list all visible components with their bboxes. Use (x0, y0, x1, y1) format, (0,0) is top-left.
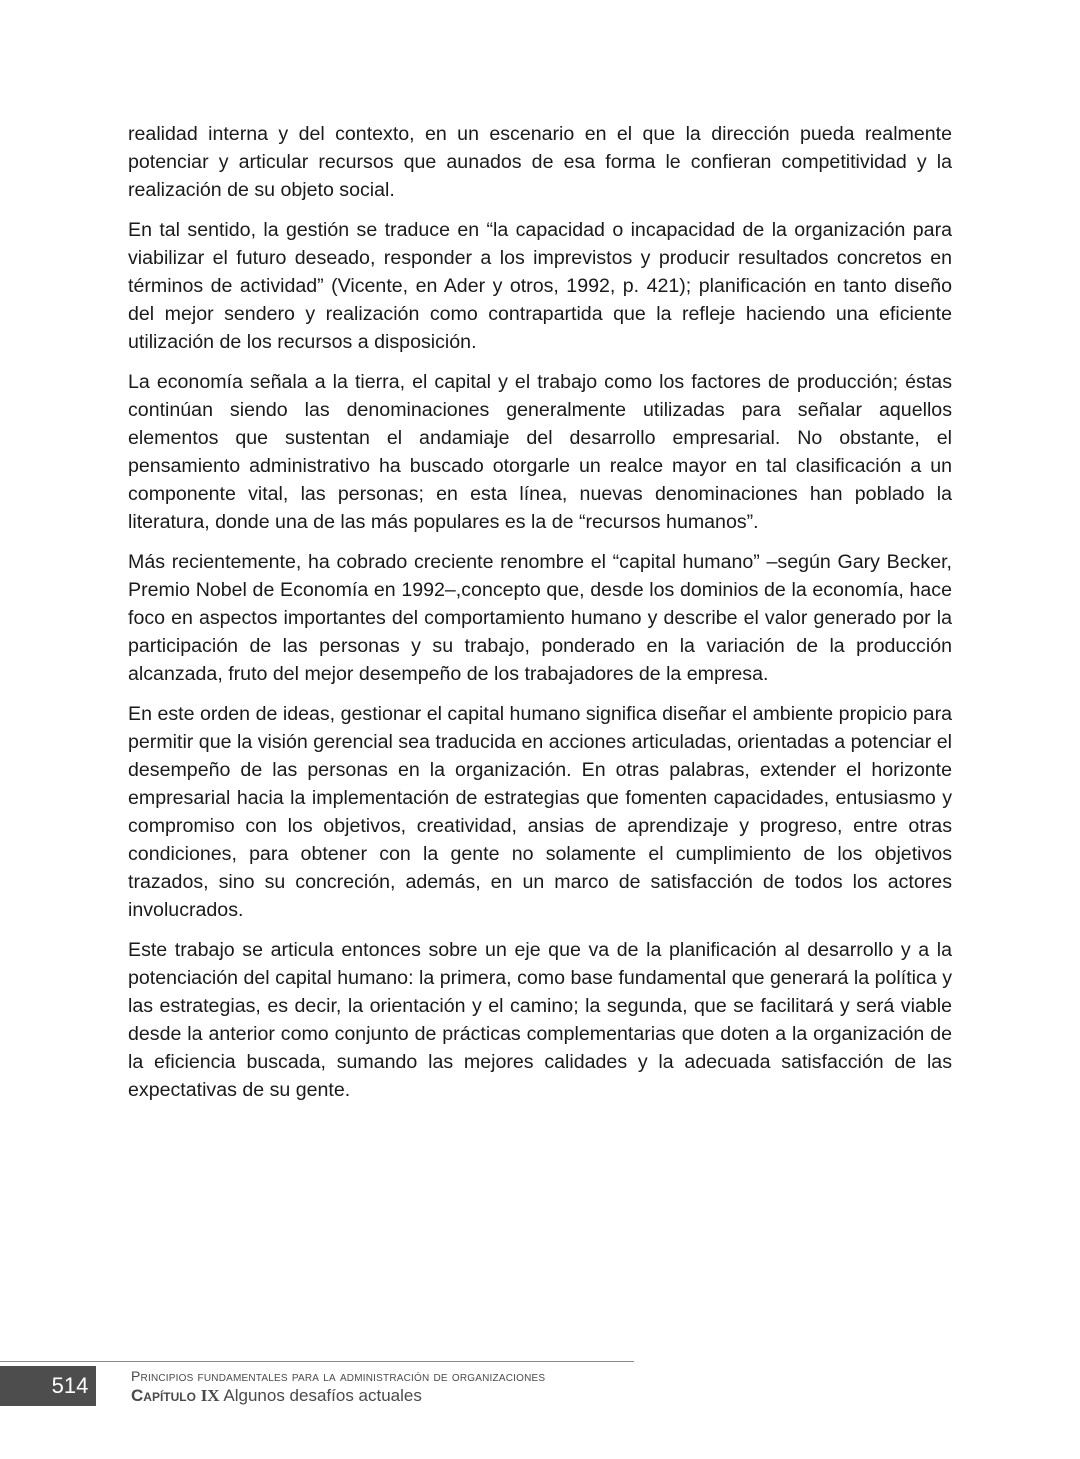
book-title: Principios fundamentales para la administración de organizaciones (131, 1368, 546, 1384)
paragraph-1: realidad interna y del contexto, en un escenario en el que la dirección pueda realmente potenciar y articular recursos que aunados de esa forma le confieran competitividad y la realización de su objeto social. (128, 123, 952, 201)
paragraph-2: En tal sentido, la gestión se traduce en “la capacidad o incapacidad de la organización para viabilizar el futuro deseado, responder a los imprevistos y producir resultados concretos en términos de actividad” (Vicente, en Ader y otros, 1992, p. 421); planificación en tanto diseño del mejor sendero y realización como contrapartida que la refleje haciendo una eficiente utilización de los recursos a disposición. (128, 219, 952, 353)
paragraph-4: Más recientemente, ha cobrado creciente renombre el “capital humano” –según Gary Becker, Premio Nobel de Economía en 1992–,concepto que, desde los dominios de la economía, hace foco en aspectos importantes del comportamiento humano y describe el valor generado por la participación de las personas y su trabajo, ponderado en la variación de la producción alcanzada, fruto del mejor desempeño de los trabajadores de la empresa. (128, 551, 952, 685)
page-number: 514 (51, 1373, 89, 1398)
paragraph-3: La economía señala a la tierra, el capital y el trabajo como los factores de producción; éstas continúan siendo las denominaciones generalmente utilizadas para señalar aquellos elementos que sustentan el andamiaje del desarrollo empresarial. No obstante, el pensamiento administrativo ha buscado otorgarle un realce mayor en tal clasificación a un componente vital, las personas; en esta línea, nuevas denominaciones han poblado la literatura, donde una de las más populares es la de “recursos humanos”. (128, 371, 952, 533)
footer-divider (0, 1361, 634, 1362)
chapter-number: IX (200, 1386, 220, 1405)
chapter-line (131, 1385, 545, 1407)
paragraph-5: En este orden de ideas, gestionar el capital humano significa diseñar el ambiente propicio para permitir que la visión gerencial sea traducida en acciones articuladas, orientadas a potenciar el desempeño de las personas en la organización. En otras palabras, extender el horizonte empresarial hacia la implementación de estrategias que fomenten capacidades, entusiasmo y compromiso con los objetivos, creatividad, ansias de aprendizaje y progreso, entre otras condiciones, para obtener con la gente no solamente el cumplimiento de los objetivos trazados, sino su concreción, además, en un marco de satisfacción de todos los actores involucrados. (128, 703, 952, 921)
page-number-badge (0, 1366, 96, 1406)
running-footer (131, 1367, 545, 1407)
page-body (128, 120, 952, 1116)
chapter-label: Capítulo (131, 1386, 196, 1405)
paragraph-6: Este trabajo se articula entonces sobre un eje que va de la planificación al desarrollo y a la potenciación del capital humano: la primera, como base fundamental que generará la política y las estrategias, es decir, la orientación y el camino; la segunda, que se facilitará y será viable desde la anterior como conjunto de prácticas complementarias que doten a la organización de la eficiencia buscada, sumando las mejores calidades y la adecuada satisfacción de las expectativas de su gente. (128, 939, 952, 1101)
chapter-title: Algunos desafíos actuales (223, 1386, 422, 1405)
